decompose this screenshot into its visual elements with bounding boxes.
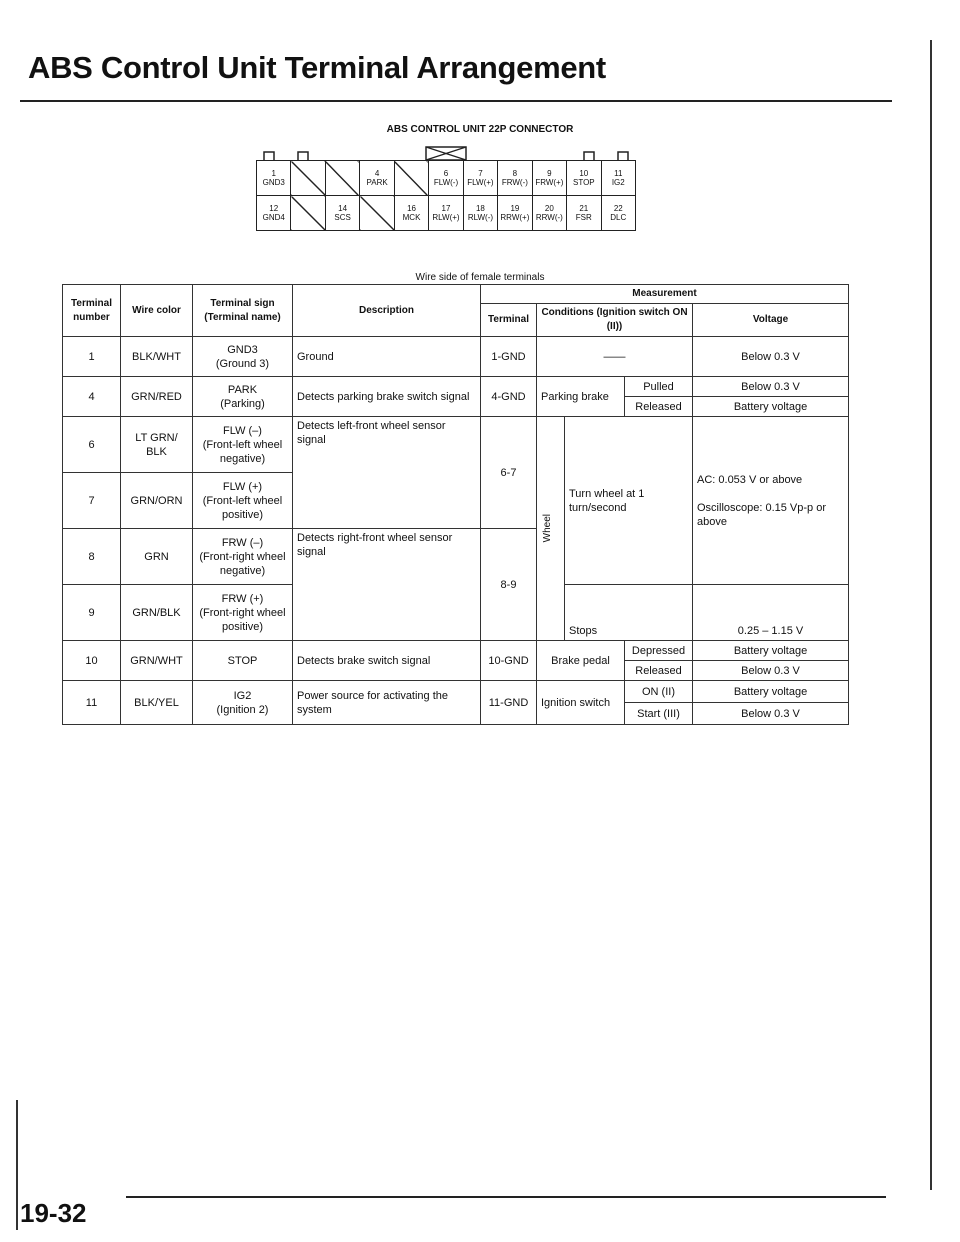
header-measurement: Measurement [481,285,849,304]
pin-number: 8 [512,169,518,178]
wire-side-note: Wire side of female terminals [415,272,545,283]
pin-sign: FRW(-) [501,178,528,187]
measure-terminal: 11-GND [481,681,537,725]
voltage: Battery voltage [693,641,849,661]
condition-state: ON (II) [625,681,693,703]
header-description: Description [293,285,481,337]
condition: Brake pedal [537,641,625,681]
footer-rule [126,1196,886,1198]
sign-name: (Front-right wheel negative) [199,550,286,577]
condition: —— [537,337,693,377]
connector-pin-empty [291,161,325,196]
margin-line [16,1100,18,1230]
pin-sign: RRW(+) [500,213,530,222]
condition-state: Start (III) [625,703,693,725]
terminal-sign [193,377,293,417]
terminal-sign [193,585,293,641]
pin-number: 19 [510,204,520,213]
pin-number: 14 [338,204,348,213]
connector-pin [360,161,394,196]
table-row [63,681,849,703]
measure-terminal: 8-9 [481,529,537,641]
pin-sign: FRW(+) [535,178,564,187]
wire-color: BLK/YEL [121,681,193,725]
voltage: Below 0.3 V [693,661,849,681]
measure-terminal: 6-7 [481,417,537,529]
voltage-cell [693,417,849,585]
connector-pin-grid [256,160,636,231]
connector-pin [567,196,601,231]
pin-sign: FSR [575,213,592,222]
pin-sign: GND4 [262,213,285,222]
title-rule [20,100,892,102]
connector-pin [257,161,291,196]
terminal-sign [193,417,293,473]
wire-color: GRN/RED [121,377,193,417]
table-row [63,377,849,397]
terminal-number: 1 [63,337,121,377]
pin-number: 1 [271,169,276,178]
terminal-sign [193,473,293,529]
pin-number: 4 [374,169,380,178]
wire-color: GRN [121,529,193,585]
header-terminal-number: Terminal number [63,285,121,337]
condition-state: Released [625,397,693,417]
wire-color: BLK/WHT [121,337,193,377]
terminal-number: 6 [63,417,121,473]
connector-pin-empty [325,161,359,196]
condition-state: Pulled [625,377,693,397]
voltage: Below 0.3 V [693,377,849,397]
table-header-row [63,285,849,304]
pin-sign: SCS [334,213,351,222]
connector-pin [463,196,497,231]
pin-sign: FLW(-) [433,178,459,187]
terminal-number: 4 [63,377,121,417]
pin-number: 11 [614,169,623,178]
terminal-table [62,284,849,725]
sign-name: (Ignition 2) [216,703,269,716]
condition: Parking brake [537,377,625,417]
connector-pin-empty [394,161,428,196]
pin-sign: RLW(-) [467,213,494,222]
pin-number: 9 [547,169,552,178]
connector-row [257,196,636,231]
connector-pin [394,196,428,231]
condition: Turn wheel at 1 turn/second [565,417,693,585]
measure-terminal: 4-GND [481,377,537,417]
connector-pin-empty [291,196,325,231]
terminal-sign: STOP [193,641,293,681]
pin-number: 16 [407,204,416,213]
margin-line [930,40,932,1190]
pin-number: 22 [613,204,623,213]
connector-pin [325,196,359,231]
header-terminal: Terminal [481,304,537,337]
pin-sign: DLC [610,213,627,222]
pin-number: 10 [579,169,589,178]
osc-voltage: Oscilloscope: 0.15 Vp-p or above [697,501,827,528]
terminal-sign [193,681,293,725]
terminal-number: 8 [63,529,121,585]
sign-text: FRW (+) [221,592,264,605]
description: Detects left-front wheel sensor signal [293,417,481,529]
pin-sign: FLW(+) [467,178,494,187]
wire-color: GRN/ORN [121,473,193,529]
pin-sign: MCK [402,213,421,222]
terminal-number: 9 [63,585,121,641]
header-wire-color: Wire color [121,285,193,337]
connector-pin [498,161,532,196]
header-terminal-sign: Terminal sign (Terminal name) [193,285,293,337]
terminal-number: 10 [63,641,121,681]
sign-name: (Parking) [220,397,265,410]
terminal-sign [193,337,293,377]
connector-diagram [256,146,636,266]
pin-sign: STOP [572,178,595,187]
sign-name: (Ground 3) [215,357,270,370]
connector-title: ABS CONTROL UNIT 22P CONNECTOR [386,124,574,135]
sign-text: FRW (–) [221,536,264,549]
measure-terminal: 1-GND [481,337,537,377]
header-conditions: Conditions (Ignition switch ON (II)) [537,304,693,337]
sign-name: (Front-right wheel positive) [199,606,286,633]
terminal-sign [193,529,293,585]
pin-sign: IG2 [611,178,625,187]
pin-sign: GND3 [262,178,285,187]
connector-pin [532,196,566,231]
header-voltage: Voltage [693,304,849,337]
pin-sign: PARK [366,178,388,187]
description: Detects parking brake switch signal [293,377,481,417]
pin-number: 18 [475,204,485,213]
table-row [63,337,849,377]
connector-pin [429,196,463,231]
description: Detects brake switch signal [293,641,481,681]
sign-text: FLW (–) [223,424,262,437]
wire-color: GRN/WHT [121,641,193,681]
sign-text: PARK [227,383,258,396]
voltage: Below 0.3 V [693,337,849,377]
voltage: Battery voltage [693,681,849,703]
condition: Stops [565,585,693,641]
connector-pin [601,161,635,196]
pin-number: 20 [544,204,554,213]
wire-color: LT GRN/ BLK [121,417,193,473]
ac-voltage: AC: 0.053 V or above [697,473,803,486]
table-row [63,641,849,661]
connector-pin [601,196,635,231]
wheel-label: Wheel [542,514,553,543]
connector-pin [567,161,601,196]
pin-number: 21 [579,204,589,213]
connector-pin [429,161,463,196]
connector-pin-empty [360,196,394,231]
connector-pin [498,196,532,231]
description: Detects right-front wheel sensor signal [293,529,481,641]
terminal-number: 7 [63,473,121,529]
pin-number: 6 [443,169,449,178]
pin-number: 17 [441,204,451,213]
sign-name: (Front-left wheel positive) [202,494,283,521]
description: Power source for activating the system [293,681,481,725]
pin-number: 7 [478,169,483,178]
page-number: 19-32 [20,1198,87,1228]
voltage: Battery voltage [693,397,849,417]
wire-color: GRN/BLK [121,585,193,641]
pin-sign: RLW(+) [432,213,460,222]
connector-pin [532,161,566,196]
sign-text: FLW (+) [222,480,263,493]
connector-pin [257,196,291,231]
table-row [63,417,849,473]
pin-number: 12 [269,204,279,213]
voltage: 0.25 – 1.15 V [693,585,849,641]
wheel-label-cell [537,417,565,641]
voltage: Below 0.3 V [693,703,849,725]
sign-text: GND3 [227,343,258,356]
connector-pin [463,161,497,196]
terminal-number: 11 [63,681,121,725]
condition-state: Depressed [625,641,693,661]
measure-terminal: 10-GND [481,641,537,681]
condition-state: Released [625,661,693,681]
description: Ground [293,337,481,377]
sign-text: IG2 [233,689,252,702]
page-title: ABS Control Unit Terminal Arrangement [28,50,606,85]
connector-row [257,161,636,196]
sign-name: (Front-left wheel negative) [202,438,283,465]
pin-sign: RRW(-) [535,213,563,222]
condition: Ignition switch [537,681,625,725]
